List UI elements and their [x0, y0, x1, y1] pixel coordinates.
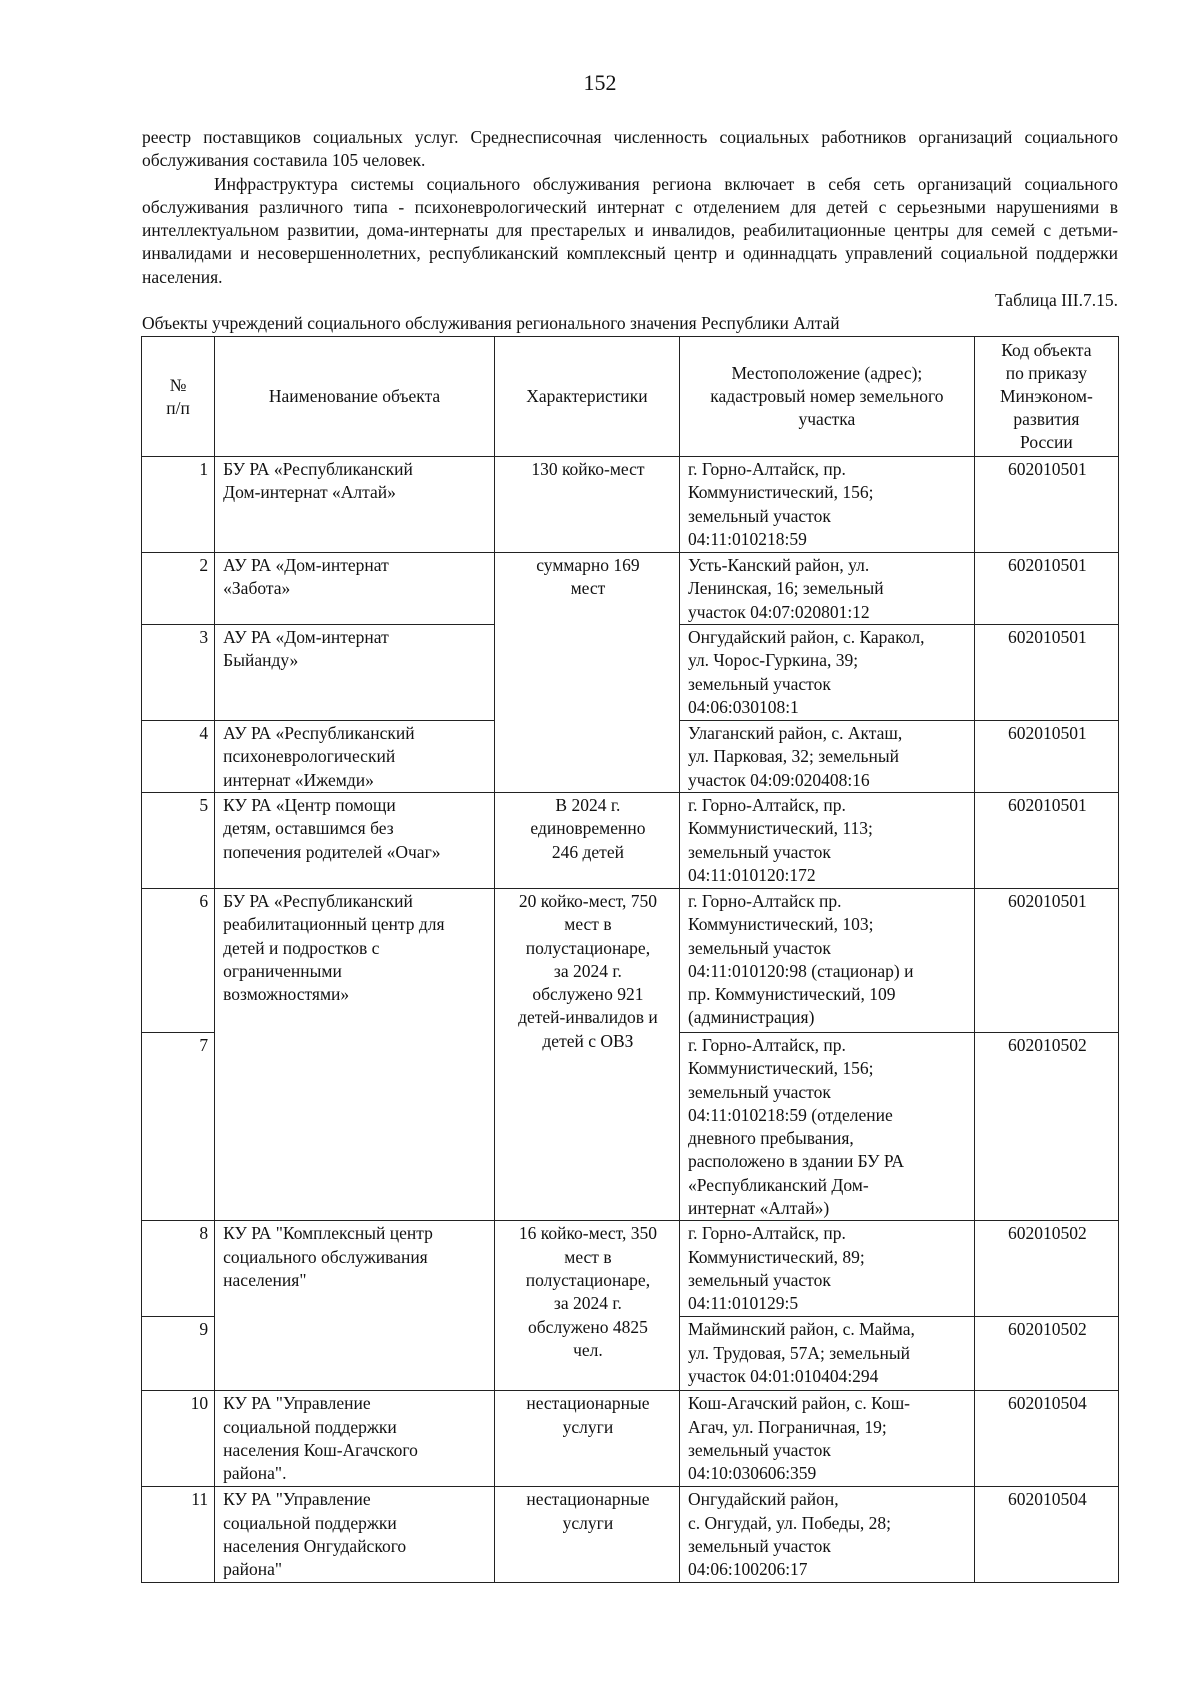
table-row [142, 1487, 1119, 1583]
object-characteristics: 16 койко-мест, 350 мест в полустационаре, за 2024 г. обслужено 4825 чел. [494, 1221, 679, 1391]
table-row [142, 1391, 1119, 1487]
object-name: АУ РА «Дом-интернат Быйанду» [215, 625, 495, 721]
object-characteristics: нестационарные услуги [494, 1391, 679, 1487]
object-code: 602010502 [974, 1221, 1118, 1317]
table-row [142, 1221, 1119, 1317]
object-characteristics: 20 койко-мест, 750 мест в полустационаре, за 2024 г. обслужено 921 детей-инвалидов и детей с ОВЗ [494, 889, 679, 1221]
row-number: 3 [142, 625, 215, 721]
object-characteristics: 130 койко-мест [494, 457, 679, 553]
object-characteristics: В 2024 г. единовременно 246 детей [494, 793, 679, 889]
header-characteristics: Характеристики [494, 337, 679, 457]
object-name: КУ РА "Управление социальной поддержки населения Кош-Агачского района". [215, 1391, 495, 1487]
row-number: 6 [142, 889, 215, 1033]
object-name: АУ РА «Республиканский психоневрологический интернат «Ижемди» [215, 721, 495, 793]
object-name: АУ РА «Дом-интернат «Забота» [215, 553, 495, 625]
row-number: 2 [142, 553, 215, 625]
object-code: 602010504 [974, 1487, 1118, 1583]
object-code: 602010501 [974, 889, 1118, 1033]
paragraph: реестр поставщиков социальных услуг. Среднесписочная численность социальных работников организаций социального обслуживания составила 105 человек. [142, 127, 1118, 171]
header-code: Код объекта по приказу Минэконом- развития России [974, 337, 1118, 457]
table-label: Таблица III.7.15. [995, 290, 1118, 310]
object-code: 602010502 [974, 1033, 1118, 1221]
row-number: 11 [142, 1487, 215, 1583]
object-location: Кош-Агачский район, с. Кош- Агач, ул. Пограничная, 19; земельный участок 04:10:030606:359 [679, 1391, 974, 1487]
object-code: 602010502 [974, 1317, 1118, 1391]
row-number: 5 [142, 793, 215, 889]
object-location: г. Горно-Алтайск, пр. Коммунистический, 89; земельный участок 04:11:010129:5 [679, 1221, 974, 1317]
object-location: г. Горно-Алтайск, пр. Коммунистический, 156; земельный участок 04:11:010218:59 [679, 457, 974, 553]
object-location: Усть-Канский район, ул. Ленинская, 16; земельный участок 04:07:020801:12 [679, 553, 974, 625]
object-location: г. Горно-Алтайск пр. Коммунистический, 103; земельный участок 04:11:010120:98 (стационар) и пр. Коммунистический, 109 (администрация) [679, 889, 974, 1033]
row-number: 9 [142, 1317, 215, 1391]
object-name: БУ РА «Республиканский Дом-интернат «Алтай» [215, 457, 495, 553]
object-location: г. Горно-Алтайск, пр. Коммунистический, 156; земельный участок 04:11:010218:59 (отделение дневного пребывания, расположено в здании БУ РА «Республиканский Дом- интернат «Алтай») [679, 1033, 974, 1221]
object-location: Онгудайский район, с. Онгудай, ул. Победы, 28; земельный участок 04:06:100206:17 [679, 1487, 974, 1583]
table-header-row [142, 337, 1119, 457]
object-location: Онгудайский район, с. Каракол, ул. Чорос-Гуркина, 39; земельный участок 04:06:030108:1 [679, 625, 974, 721]
object-characteristics: нестационарные услуги [494, 1487, 679, 1583]
header-num: № п/п [142, 337, 215, 457]
row-number: 4 [142, 721, 215, 793]
object-name: КУ РА "Управление социальной поддержки населения Онгудайского района" [215, 1487, 495, 1583]
body-text [142, 126, 1118, 289]
object-location: г. Горно-Алтайск, пр. Коммунистический, 113; земельный участок 04:11:010120:172 [679, 793, 974, 889]
object-code: 602010501 [974, 625, 1118, 721]
object-characteristics: суммарно 169 мест [494, 553, 679, 793]
object-name: БУ РА «Республиканский реабилитационный центр для детей и подростков с ограниченными возможностями» [215, 889, 495, 1221]
row-number: 1 [142, 457, 215, 553]
header-name: Наименование объекта [215, 337, 495, 457]
page-number: 152 [583, 70, 617, 95]
object-location: Улаганский район, с. Акташ, ул. Парковая, 32; земельный участок 04:09:020408:16 [679, 721, 974, 793]
header-location: Местоположение (адрес); кадастровый номер земельного участка [679, 337, 974, 457]
table-row [142, 457, 1119, 553]
object-code: 602010501 [974, 553, 1118, 625]
table-title: Объекты учреждений социального обслуживания регионального значения Республики Алтай [142, 313, 840, 333]
table-row [142, 553, 1119, 625]
table-row [142, 889, 1119, 1033]
object-name: КУ РА "Комплексный центр социального обслуживания населения" [215, 1221, 495, 1391]
object-location: Майминский район, с. Майма, ул. Трудовая, 57А; земельный участок 04:01:010404:294 [679, 1317, 974, 1391]
row-number: 10 [142, 1391, 215, 1487]
table-row [142, 793, 1119, 889]
row-number: 8 [142, 1221, 215, 1317]
object-name: КУ РА «Центр помощи детям, оставшимся без попечения родителей «Очаг» [215, 793, 495, 889]
object-code: 602010501 [974, 457, 1118, 553]
object-code: 602010501 [974, 721, 1118, 793]
object-code: 602010504 [974, 1391, 1118, 1487]
objects-table [141, 336, 1119, 1583]
row-number: 7 [142, 1033, 215, 1221]
object-code: 602010501 [974, 793, 1118, 889]
paragraph: Инфраструктура системы социального обслуживания региона включает в себя сеть организаций социального обслуживания различного типа - психоневрологический интернат с отделением для детей с серьезными нарушениями в интеллектуальном развитии, дома-интернаты для престарелых и инвалидов, реабилитационные центры для семей с детьми-инвалидами и несовершеннолетних, республиканский комплексный центр и одиннадцать управлений социальной поддержки населения. [142, 173, 1118, 287]
